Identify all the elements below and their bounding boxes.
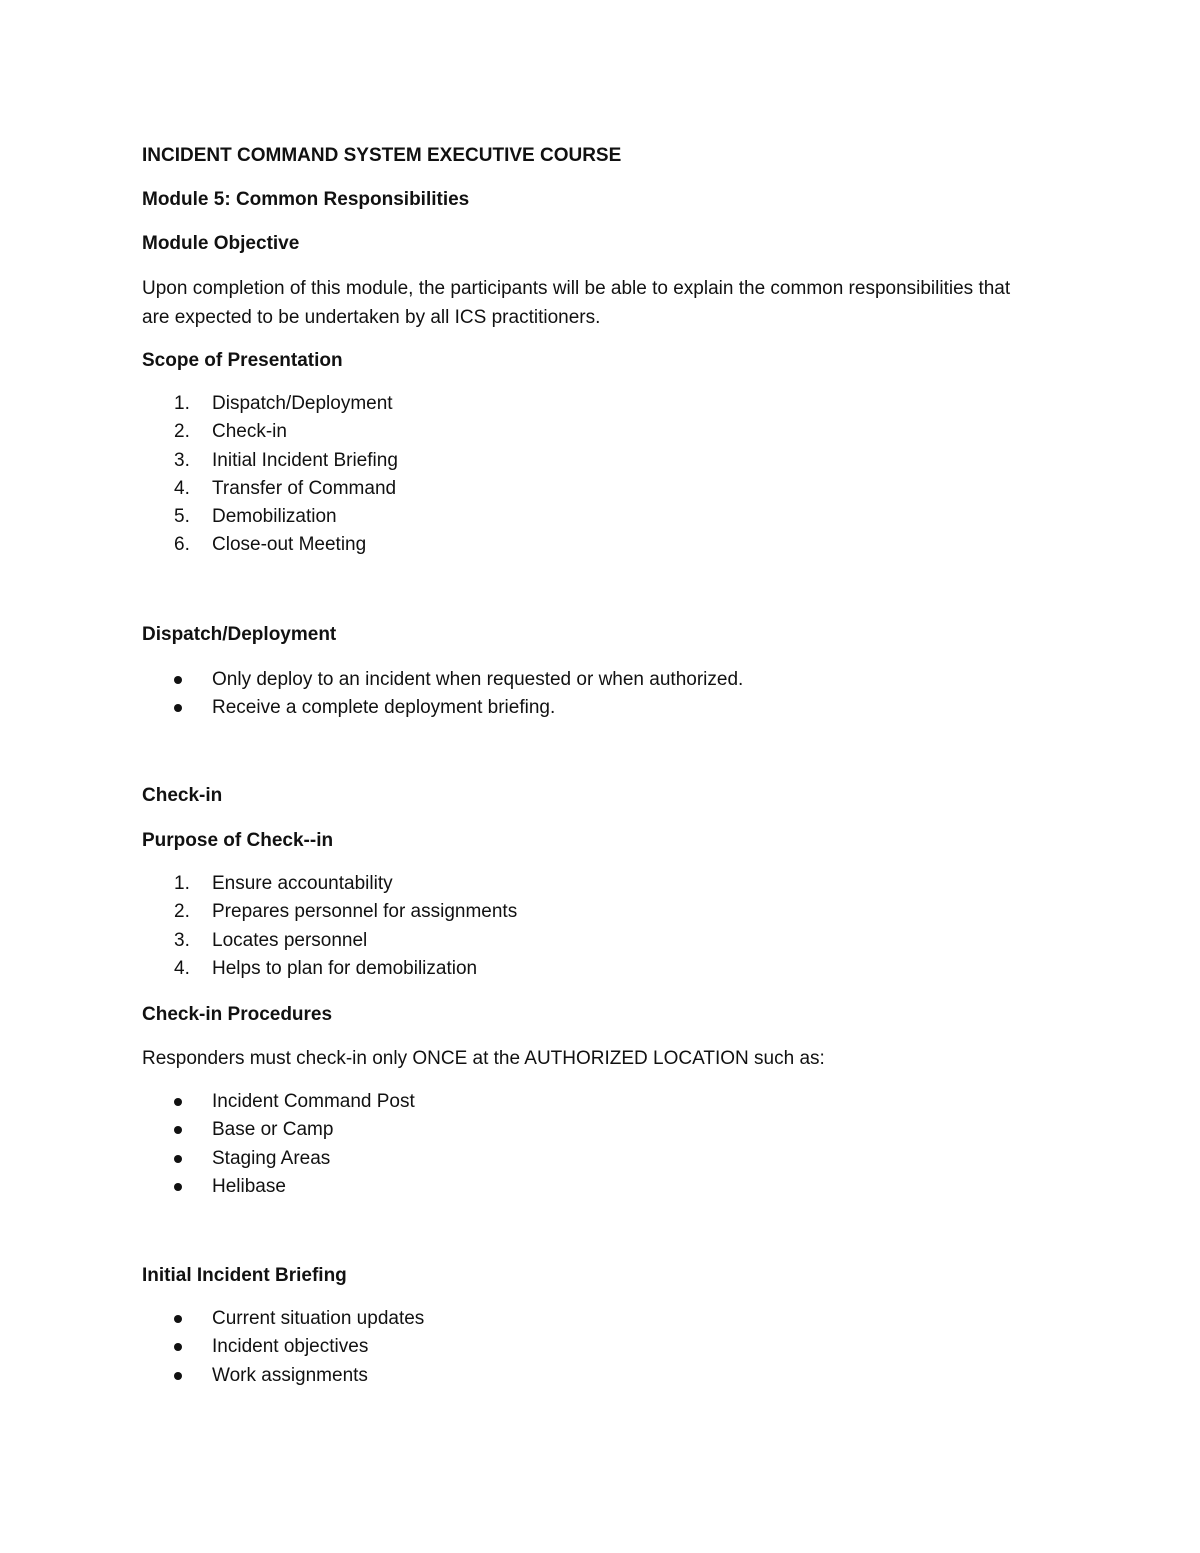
- list-number: 1.: [174, 393, 190, 414]
- checkin-heading: Check-in: [142, 785, 223, 806]
- bullet-icon: [174, 1315, 182, 1323]
- list-item-text: Prepares personnel for assignments: [212, 901, 518, 923]
- scope-heading: Scope of Presentation: [142, 350, 343, 371]
- list-item-text: Helibase: [212, 1175, 286, 1197]
- list-item-text: Incident objectives: [212, 1336, 369, 1358]
- list-item-text: Current situation updates: [212, 1308, 425, 1329]
- bullet-icon: [174, 1126, 182, 1134]
- list-item-text: Receive a complete deployment briefing.: [212, 697, 556, 719]
- bullet-icon: [174, 1155, 182, 1163]
- list-number: 4.: [174, 957, 190, 979]
- list-number: 6.: [174, 534, 190, 556]
- objective-heading: Module Objective: [142, 233, 300, 254]
- purpose-heading: Purpose of Check--in: [142, 830, 334, 851]
- list-item-text: Staging Areas: [212, 1147, 331, 1169]
- list-number: 2.: [174, 421, 190, 443]
- list-item-text: Dispatch/Deployment: [212, 393, 393, 414]
- procedures-heading: Check-in Procedures: [142, 1004, 333, 1025]
- list-number: 5.: [174, 506, 190, 528]
- procedures-text: Responders must check-in only ONCE at the AUTHORIZED LOCATION such as:: [142, 1048, 825, 1069]
- list-number: 2.: [174, 901, 190, 923]
- list-item-text: Base or Camp: [212, 1119, 334, 1141]
- list-item-text: Helps to plan for demobilization: [212, 957, 478, 979]
- list-item-text: Close-out Meeting: [212, 534, 367, 556]
- bullet-icon: [174, 704, 182, 712]
- module-heading: Module 5: Common Responsibilities: [142, 189, 470, 210]
- list-item-text: Locates personnel: [212, 929, 368, 951]
- list-item-text: Demobilization: [212, 506, 337, 528]
- briefing-heading: Initial Incident Briefing: [142, 1265, 347, 1286]
- bullet-icon: [174, 1183, 182, 1191]
- bullet-icon: [174, 1343, 182, 1351]
- list-item-text: Check-in: [212, 421, 287, 443]
- list-item-text: Work assignments: [212, 1364, 368, 1386]
- bullet-icon: [174, 1098, 182, 1106]
- objective-paragraph: Upon completion of this module, the participants will be able to explain the common responsibilities that are expected to be undertaken by all ICS practitioners.: [142, 278, 1011, 328]
- list-item-text: Incident Command Post: [212, 1091, 415, 1112]
- list-number: 1.: [174, 873, 190, 894]
- list-item-text: Ensure accountability: [212, 873, 393, 894]
- bullet-icon: [174, 676, 182, 684]
- bullet-icon: [174, 1372, 182, 1380]
- list-number: 3.: [174, 929, 190, 951]
- dispatch-heading: Dispatch/Deployment: [142, 624, 337, 645]
- list-item-text: Transfer of Command: [212, 477, 397, 499]
- document-title: INCIDENT COMMAND SYSTEM EXECUTIVE COURSE: [142, 145, 622, 166]
- list-item-text: Only deploy to an incident when requested or when authorized.: [212, 669, 744, 690]
- list-number: 3.: [174, 449, 190, 471]
- list-number: 4.: [174, 477, 190, 499]
- list-item-text: Initial Incident Briefing: [212, 449, 398, 471]
